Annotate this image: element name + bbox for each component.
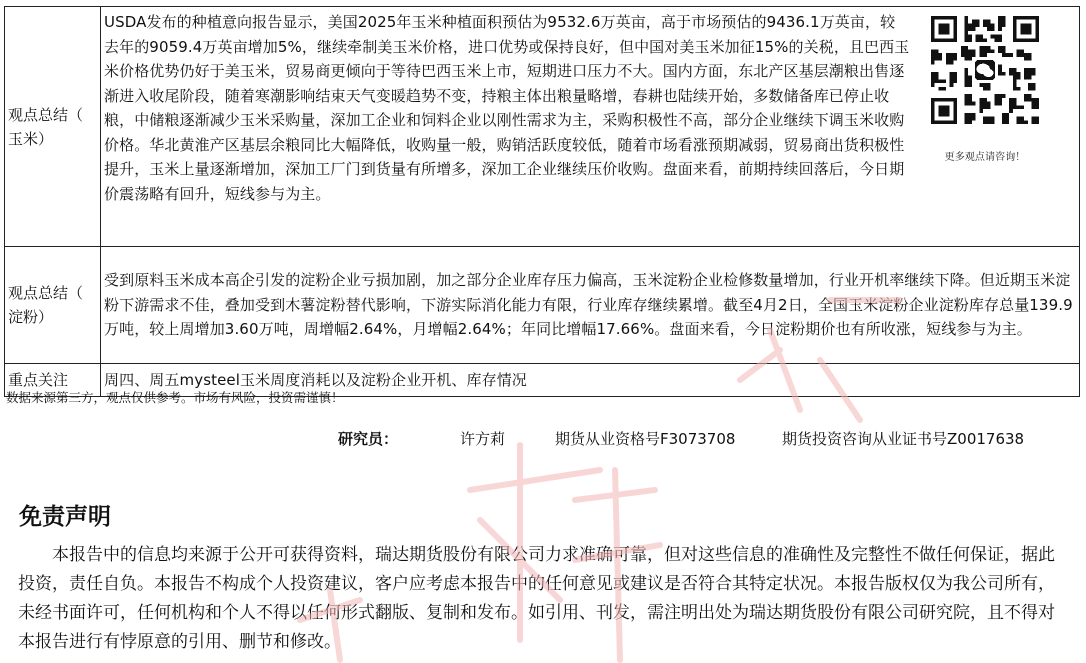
- viewpoint-table: [4, 6, 1080, 397]
- qr-block: [910, 10, 1060, 206]
- qr-code-icon: [931, 16, 1039, 124]
- disclaimer-body: 本报告中的信息均来源于公开可获得资料，瑞达期货股份有限公司力求准确可靠，但对这些信息的准确性及完整性不做任何保证，据此投资，责任自负。本报告不构成个人投资建议，客户应考虑本报告中的任何意见或建议是否符合其特定状况。本报告版权仅为我公司所有，未经书面许可，任何机构和个人不得以任何形式翻版、复制和发布。如引用、刊发，需注明出处为瑞达期货股份有限公司研究院，且不得对本报告进行有悖原意的引用、删节和修改。: [18, 545, 1055, 652]
- researcher-label: 研究员：: [338, 430, 399, 448]
- disclaimer-title: 免责声明: [19, 504, 111, 530]
- focus-text: 周四、周五mysteel玉米周度消耗以及淀粉企业开机、库存情况: [101, 364, 1080, 397]
- table-row-starch: [5, 247, 1080, 364]
- researcher-certificate: 期货投资咨询从业证书号Z0017638: [782, 430, 1025, 448]
- qr-caption: 更多观点请咨询！: [944, 152, 1026, 163]
- row-label-starch: 观点总结（ 淀粉）: [5, 247, 101, 364]
- row-label-corn: 观点总结（ 玉米）: [5, 7, 101, 247]
- researcher-qualification: 期货从业资格号F3073708: [555, 430, 736, 448]
- researcher-name: 许方莉: [460, 430, 506, 448]
- corn-summary-text: USDA发布的种植意向报告显示，美国2025年玉米种植面积预估为9532.6万英亩，高于市场预估的9436.1万英亩，较去年的9059.4万英亩增加5%，继续牵制美玉米价格，进口优势或保持良好，但中国对美玉米加征15%的关税，且巴西玉米价格优势仍好于美玉米，贸易商更倾向于等待巴西玉米上市，短期进口压力不大。国内方面，东北产区基层潮粮出售逐渐进入收尾阶段，随着寒潮影响结束天气变暖趋势不变，持粮主体出粮量略增，春耕也陆续开始，多数储备库已停止收粮，中储粮逐渐减少玉米采购量，深加工企业和饲料企业以刚性需求为主，采购积极性不高，部分企业继续下调玉米收购价格。华北黄淮产区基层余粮同比大幅降低，收购量一般，购销活跃度较低，随着市场看涨预期减弱，贸易商出货积极性提升，玉米上量逐渐增加，深加工厂门到货量有所增多，深加工企业继续压价收购。盘面来看，前期持续回落后，今日期价震荡略有回升，短线参与为主。: [104, 13, 910, 203]
- starch-summary-text: 受到原料玉米成本高企引发的淀粉企业亏损加剧，加之部分企业库存压力偏高，玉米淀粉企业检修数量增加，行业开机率继续下降。但近期玉米淀粉下游需求不佳，叠加受到木薯淀粉替代影响，下游实际消化能力有限，行业库存继续累增。截至4月2日，全国玉米淀粉企业淀粉库存总量139.9万吨，较上周增加3.60万吨，周增幅2.64%，月增幅2.64%；年同比增幅17.66%。盘面来看，今日淀粉期价也有所收涨，短线参与为主。: [101, 247, 1080, 364]
- wechat-icon: [972, 57, 998, 83]
- table-row-corn: [5, 7, 1080, 247]
- risk-note: 数据来源第三方，观点仅供参考。市场有风险，投资需谨慎！: [6, 390, 344, 405]
- row-label-focus: 重点关注: [5, 364, 101, 397]
